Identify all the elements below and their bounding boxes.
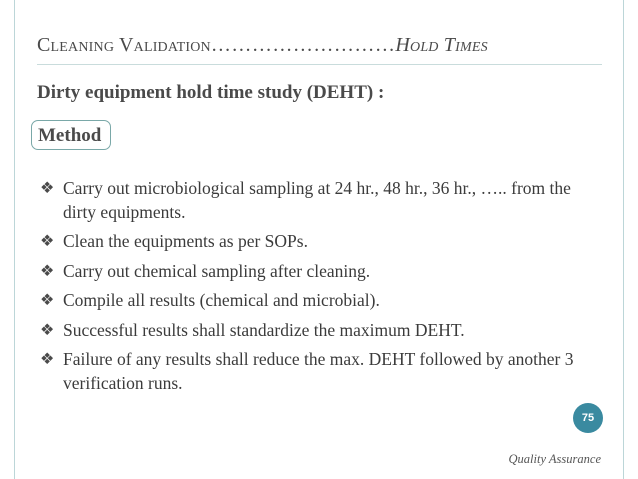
bullet-text: Carry out microbiological sampling at 24 hr., 48 hr., 36 hr., ….. from the dirty equipments. bbox=[63, 178, 571, 222]
slide-frame-left bbox=[14, 0, 15, 479]
bullet-text: Failure of any results shall reduce the max. DEHT followed by another 3 verification runs. bbox=[63, 349, 574, 393]
bullet-item bbox=[40, 177, 600, 224]
bullet-text: Compile all results (chemical and microbial). bbox=[63, 290, 380, 310]
diamond-bullet-icon: ❖ bbox=[40, 351, 55, 368]
bullet-text: Successful results shall standardize the maximum DEHT. bbox=[63, 319, 465, 340]
diamond-bullet-icon: ❖ bbox=[40, 180, 55, 197]
diamond-bullet-icon: ❖ bbox=[40, 321, 55, 339]
bullet-item bbox=[40, 289, 600, 313]
footer-text: Quality Assurance bbox=[508, 452, 601, 466]
slide-frame-right bbox=[623, 0, 624, 479]
bullet-text: Clean the equipments as per SOPs. bbox=[63, 231, 308, 251]
method-label-box: Method bbox=[31, 120, 111, 150]
bullet-item bbox=[40, 319, 600, 343]
title-dots: ……………………… bbox=[210, 34, 396, 56]
bullet-item bbox=[40, 230, 600, 254]
diamond-bullet-icon: ❖ bbox=[40, 262, 55, 280]
slide-subtitle: Dirty equipment hold time study (DEHT) : bbox=[37, 82, 385, 103]
bullet-item bbox=[40, 348, 600, 395]
bullet-text: Carry out chemical sampling after cleaning. bbox=[63, 260, 371, 281]
slide-title bbox=[37, 34, 488, 57]
bullet-item bbox=[40, 260, 600, 284]
title-part-2: Hold Times bbox=[395, 34, 488, 56]
diamond-bullet-icon: ❖ bbox=[40, 292, 55, 309]
page-number-badge: 75 bbox=[573, 403, 603, 433]
bullet-list bbox=[40, 177, 600, 401]
title-divider bbox=[37, 64, 602, 65]
diamond-bullet-icon: ❖ bbox=[40, 233, 55, 250]
title-part-1: Cleaning Validation bbox=[37, 34, 211, 56]
